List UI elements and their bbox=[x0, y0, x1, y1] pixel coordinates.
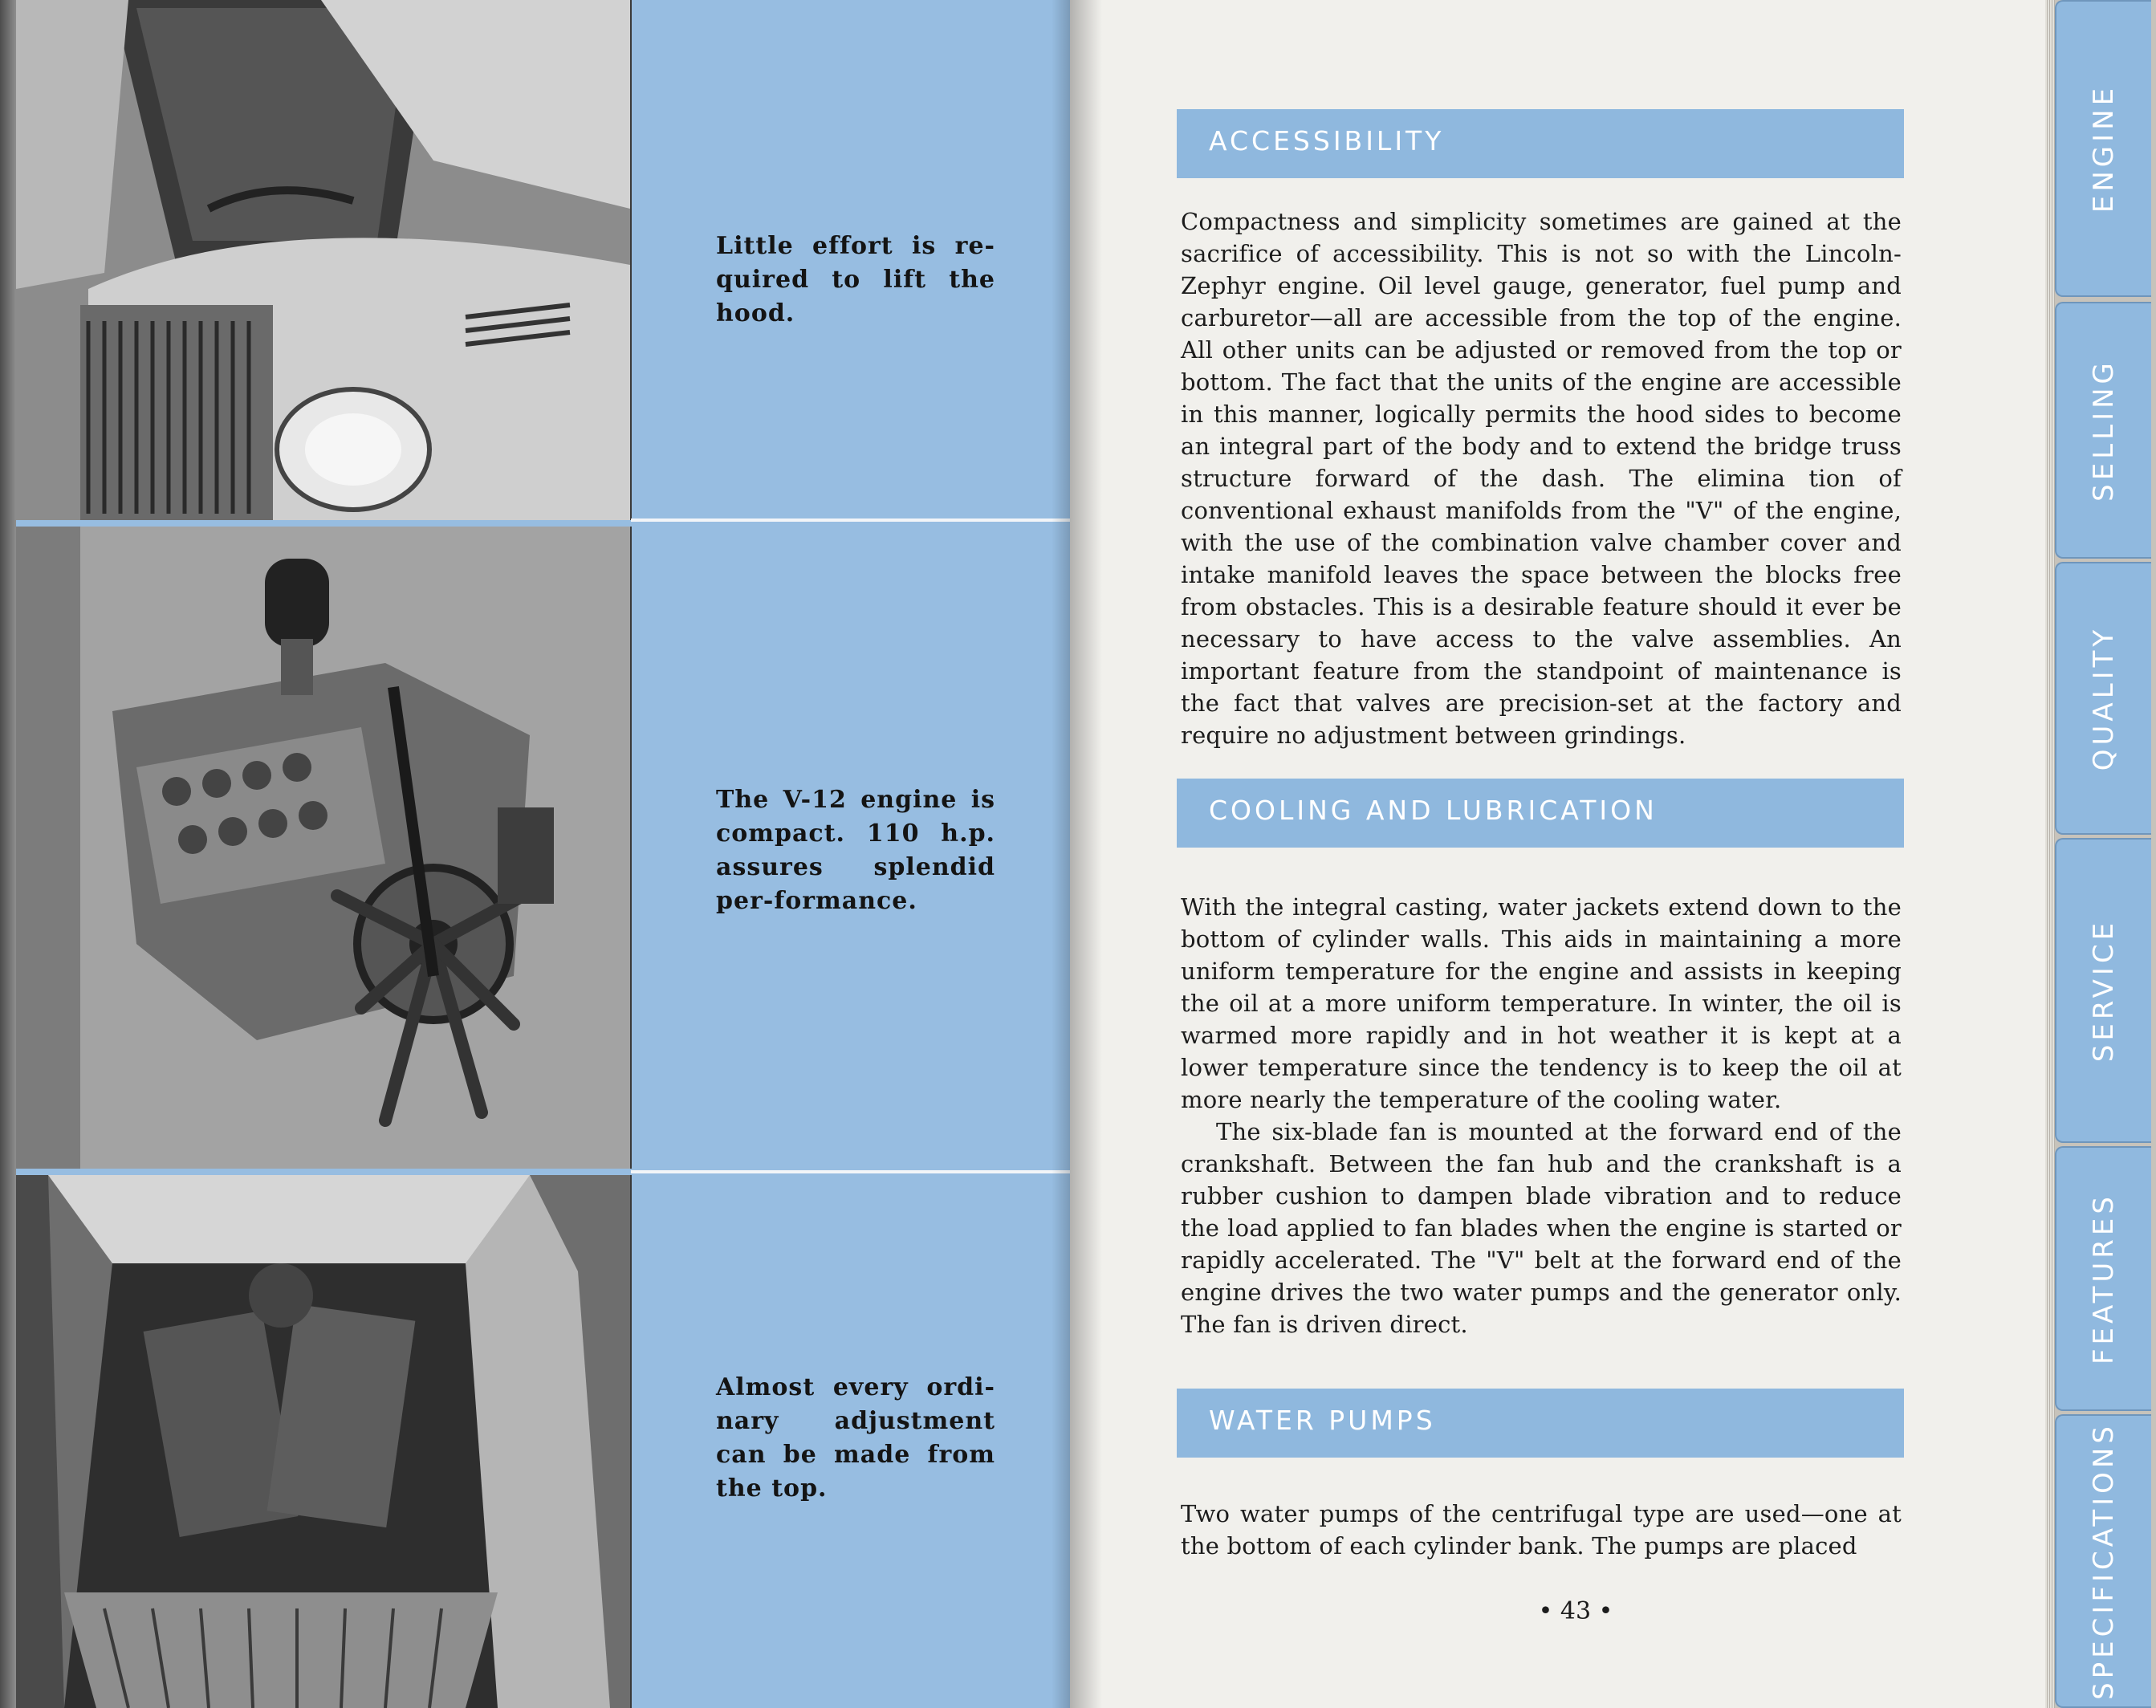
tab-label: SERVICE bbox=[2088, 918, 2120, 1063]
section-title: ACCESSIBILITY bbox=[1209, 125, 1445, 157]
paragraph: Two water pumps of the centrifugal type are used—one at the bottom of each cylinder bank. The pumps are placed bbox=[1181, 1500, 1902, 1560]
tab-label: QUALITY bbox=[2088, 625, 2121, 771]
left-page bbox=[0, 0, 1070, 1708]
tab-label: FEATURES bbox=[2088, 1192, 2121, 1365]
paragraph: With the integral casting, water jackets extend down to the bottom of cylinder walls. This aids in maintaining a more uniform temperature for the engine and assists in keeping the oil at a more uniform temperature. In winter, the oil is warmed more rapidly and in hot weather it is kept at a lower temperature since the tendency is to keep the oil at more nearly the temperature of the cooling water. bbox=[1181, 893, 1902, 1113]
paragraph: The six-blade fan is mounted at the forward end of the crankshaft. Between the fan hub and the crankshaft is a rubber cushion to dampen blade vibration and to reduce the load applied to fan blades when the engine is started or rapidly accelerated. The "V" belt at the forward end of the engine drives the two water pumps and the generator only. The fan is driven direct. bbox=[1181, 1118, 1902, 1338]
panel-divider bbox=[631, 1170, 1070, 1173]
page-number: • 43 • bbox=[1538, 1597, 1613, 1625]
water-pumps-text bbox=[1181, 1498, 1902, 1562]
section-header-cooling bbox=[1177, 779, 1904, 848]
tab-features[interactable] bbox=[2055, 1146, 2151, 1411]
gutter-shadow bbox=[1070, 0, 1102, 1708]
adjustment-caption: Almost every ordi-nary adjustment can be made from the top. bbox=[716, 1373, 995, 1503]
section-title: COOLING AND LUBRICATION bbox=[1209, 795, 1658, 826]
engine-photo bbox=[16, 527, 632, 1169]
tab-label: SELLING bbox=[2088, 359, 2121, 502]
page-edge bbox=[0, 0, 16, 1708]
tab-quality[interactable] bbox=[2055, 562, 2151, 835]
tab-service[interactable] bbox=[2055, 838, 2151, 1143]
accessibility-text bbox=[1181, 205, 1902, 751]
tab-specifications[interactable] bbox=[2055, 1414, 2151, 1708]
paragraph: Compactness and simplicity sometimes are gained at the sacrifice of accessibility. This is not so with the Lincoln-Zephyr engine. Oil level gauge, generator, fuel pump and carburetor—all are accessible from the top of the engine. All other units can be adjusted or removed from the top or bottom. The fact that the units of the engine are accessible in this manner, logically permits the hood sides to become an integral part of the body and to extend the bridge truss structure forward of the dash. The elimina tion of conventional exhaust manifolds from the "V" of the engine, with the use of the combination valve chamber cover and intake manifold leaves the space between the blocks free from obstacles. This is a desirable feature should it ever be necessary to have access to the valve assemblies. An important feature from the standpoint of maintenance is the fact that valves are precision-set at the factory and require no adjustment between grindings. bbox=[1181, 208, 1902, 749]
page-edges bbox=[2045, 0, 2055, 1708]
right-page bbox=[1070, 0, 2076, 1708]
section-header-water-pumps bbox=[1177, 1389, 1904, 1458]
engine-bay-photo bbox=[16, 1175, 632, 1708]
tab-selling[interactable] bbox=[2055, 302, 2151, 559]
panel-divider bbox=[631, 518, 1070, 522]
tab-label: ENGINE bbox=[2088, 83, 2120, 214]
tab-engine[interactable] bbox=[2055, 0, 2151, 297]
engine-caption: The V-12 engine is compact. 110 h.p. assures splendid per-formance. bbox=[716, 786, 995, 915]
hood-photo bbox=[16, 0, 632, 520]
section-header-accessibility bbox=[1177, 109, 1904, 178]
cooling-text bbox=[1181, 891, 1902, 1340]
section-title: WATER PUMPS bbox=[1209, 1405, 1436, 1436]
hood-caption: Little effort is re-quired to lift the hood. bbox=[716, 232, 995, 327]
tab-label: SPECIFICATIONS bbox=[2088, 1422, 2121, 1700]
